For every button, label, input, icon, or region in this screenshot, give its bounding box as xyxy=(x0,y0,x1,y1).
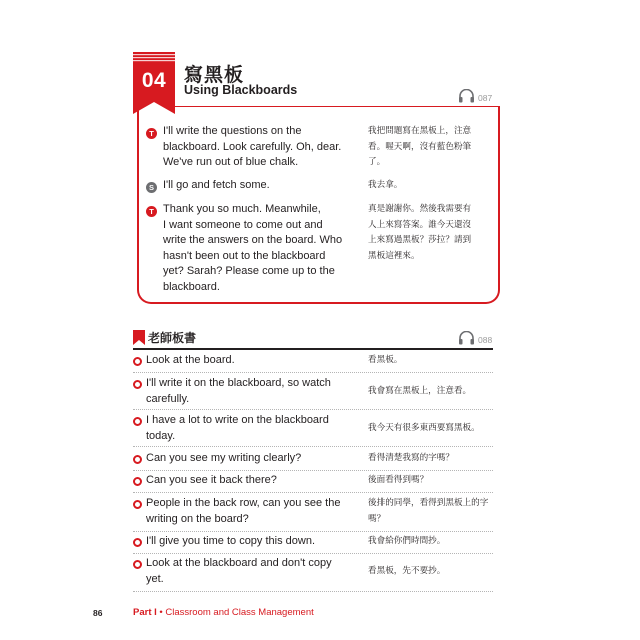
dialogue-en: I'll write the questions on the blackboard. Look carefully. Oh, dear. We've run out of blue chalk. xyxy=(163,125,342,168)
footer-part: Part I xyxy=(133,607,157,618)
student-speaker-icon: S xyxy=(146,182,157,193)
phrase-cn: 我今天有很多東西要寫黑板。 xyxy=(368,423,480,433)
phrase-en: People in the back row, can you see the writing on the board? xyxy=(146,497,341,525)
lesson-title-en: Using Blackboards xyxy=(184,83,298,97)
footer-running-head xyxy=(133,607,314,618)
section-rule xyxy=(133,348,493,350)
circle-bullet-icon xyxy=(133,538,142,547)
audio-code: 087 xyxy=(478,93,493,103)
phrase-en: I'll give you time to copy this down. xyxy=(146,535,316,547)
dialogue-cn: 我把問題寫在黑板上，注意 看。喔天啊，沒有藍色粉筆 了。 xyxy=(368,126,472,167)
footer-separator: • xyxy=(159,607,163,618)
row-divider xyxy=(133,446,493,447)
row-divider xyxy=(133,409,493,410)
phrase-en: Look at the board. xyxy=(146,354,235,366)
phrase-cn: 後面看得到嗎？ xyxy=(368,475,429,485)
circle-bullet-icon xyxy=(133,417,142,426)
row-divider xyxy=(133,492,493,493)
circle-bullet-icon xyxy=(133,357,142,366)
lesson-title-cn: 寫黑板 xyxy=(184,64,245,86)
teacher-speaker-icon: T xyxy=(146,206,157,217)
phrase-en: I have a lot to write on the blackboard today. xyxy=(146,414,329,442)
phrase-cn: 我會寫在黑板上，注意看。 xyxy=(368,386,472,396)
phrase-cn: 後排的同學，看得到黑板上的字 嗎？ xyxy=(368,498,489,524)
phrase-cn: 看黑板。 xyxy=(368,355,403,365)
circle-bullet-icon xyxy=(133,477,142,486)
page-number: 86 xyxy=(93,608,103,618)
lesson-badge xyxy=(133,52,175,114)
bookmark-icon xyxy=(133,330,145,345)
footer-chapter: Classroom and Class Management xyxy=(165,607,314,618)
phrase-en: I'll write it on the blackboard, so watch carefully. xyxy=(146,377,331,405)
phrase-en: Can you see it back there? xyxy=(146,474,277,486)
circle-bullet-icon xyxy=(133,500,142,509)
dialogue-en: I'll go and fetch some. xyxy=(163,179,270,191)
dialogue-cn: 我去拿。 xyxy=(368,180,403,190)
phrase-en: Can you see my writing clearly? xyxy=(146,452,302,464)
row-divider xyxy=(133,591,493,592)
phrase-cn: 我會給你們時間抄。 xyxy=(368,536,446,546)
phrase-en: Look at the blackboard and don't copy yet. xyxy=(146,557,332,585)
circle-bullet-icon xyxy=(133,455,142,464)
row-divider xyxy=(133,470,493,471)
audio-track-087[interactable] xyxy=(458,89,492,103)
phrase-cn: 看得清楚我寫的字嗎？ xyxy=(368,453,454,463)
row-divider xyxy=(133,553,493,554)
phrase-cn: 看黑板，先不要抄。 xyxy=(368,566,446,576)
section-title: 老師板書 xyxy=(148,331,197,345)
dialogue-cn: 真是謝謝你。然後我需要有 人上來寫答案。誰今天還沒 上來寫過黑板？莎拉？請到 黑板這裡來。 xyxy=(368,204,472,261)
row-divider xyxy=(133,531,493,532)
audio-code: 088 xyxy=(478,335,493,345)
lesson-number: 04 xyxy=(141,69,167,92)
circle-bullet-icon xyxy=(133,380,142,389)
dialogue-en: Thank you so much. Meanwhile, I want someone to come out and write the answers on the board. Who hasn't been out to the blackboard yet? Sarah? Please come up to the blackboard. xyxy=(163,203,343,293)
headphones-icon xyxy=(458,89,475,103)
teacher-speaker-icon: T xyxy=(146,128,157,139)
circle-bullet-icon xyxy=(133,560,142,569)
headphones-icon xyxy=(458,331,475,345)
audio-track-088[interactable] xyxy=(458,331,492,345)
row-divider xyxy=(133,372,493,373)
